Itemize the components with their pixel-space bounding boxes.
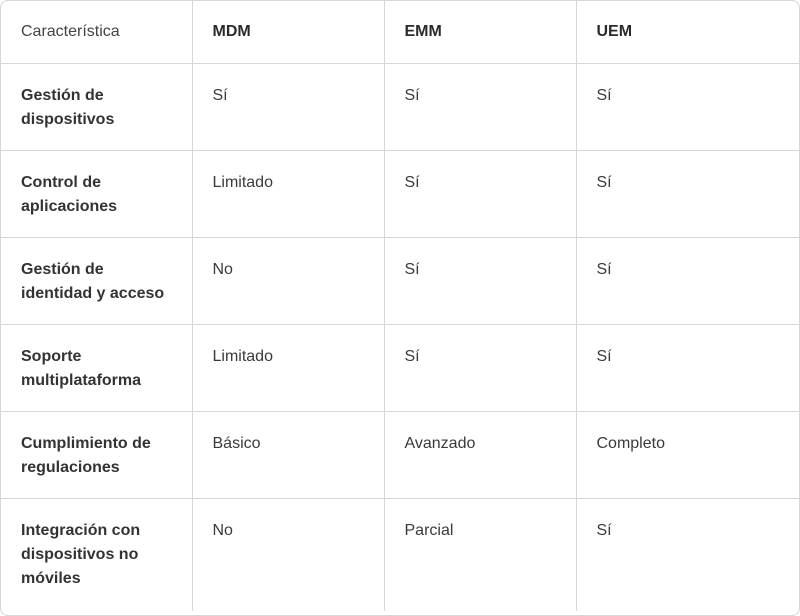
- header-row: [1, 1, 799, 64]
- mdm-value-cell: Básico: [192, 412, 384, 499]
- table-row: [1, 412, 799, 499]
- table-row: [1, 64, 799, 151]
- uem-value-cell: Sí: [576, 238, 799, 325]
- mdm-value-cell: No: [192, 238, 384, 325]
- uem-value-cell: Sí: [576, 151, 799, 238]
- comparison-table: [1, 1, 799, 611]
- emm-value-cell: Sí: [384, 64, 576, 151]
- uem-value-cell: Sí: [596, 522, 612, 539]
- table-row: [1, 325, 799, 412]
- emm-value-cell: Parcial: [384, 499, 576, 611]
- row-feature-cell: Soporte multiplataforma: [1, 325, 192, 412]
- table-row: [1, 151, 799, 238]
- uem-value-cell: Sí: [576, 325, 799, 412]
- emm-value-cell: Sí: [384, 325, 576, 412]
- table-row: [1, 499, 799, 611]
- column-header-emm: EMM: [384, 1, 576, 64]
- mdm-value-cell: Sí: [192, 64, 384, 151]
- row-feature-cell: Cumplimiento de regulaciones: [1, 412, 192, 499]
- row-feature-cell: Gestión de dispositivos: [1, 64, 192, 151]
- row-feature-cell: Integración con dispositivos no móviles: [1, 499, 192, 611]
- table-row: [1, 238, 799, 325]
- emm-value-cell: Sí: [384, 238, 576, 325]
- emm-value-cell: Sí: [384, 151, 576, 238]
- table-header: [1, 1, 799, 64]
- column-header-uem: UEM: [576, 1, 799, 64]
- uem-value-cell: Sí: [576, 64, 799, 151]
- emm-value-cell: Avanzado: [384, 412, 576, 499]
- column-header-feature: Característica: [1, 1, 192, 64]
- mdm-value-cell: Limitado: [192, 151, 384, 238]
- row-feature-cell: Control de aplicaciones: [1, 151, 192, 238]
- column-header-mdm: MDM: [192, 1, 384, 64]
- mdm-value-cell: No: [192, 499, 384, 611]
- mdm-value-cell: Limitado: [192, 325, 384, 412]
- table-body: [1, 64, 799, 611]
- uem-value-cell: Completo: [576, 412, 799, 499]
- row-feature-cell: Gestión de identidad y acceso: [1, 238, 192, 325]
